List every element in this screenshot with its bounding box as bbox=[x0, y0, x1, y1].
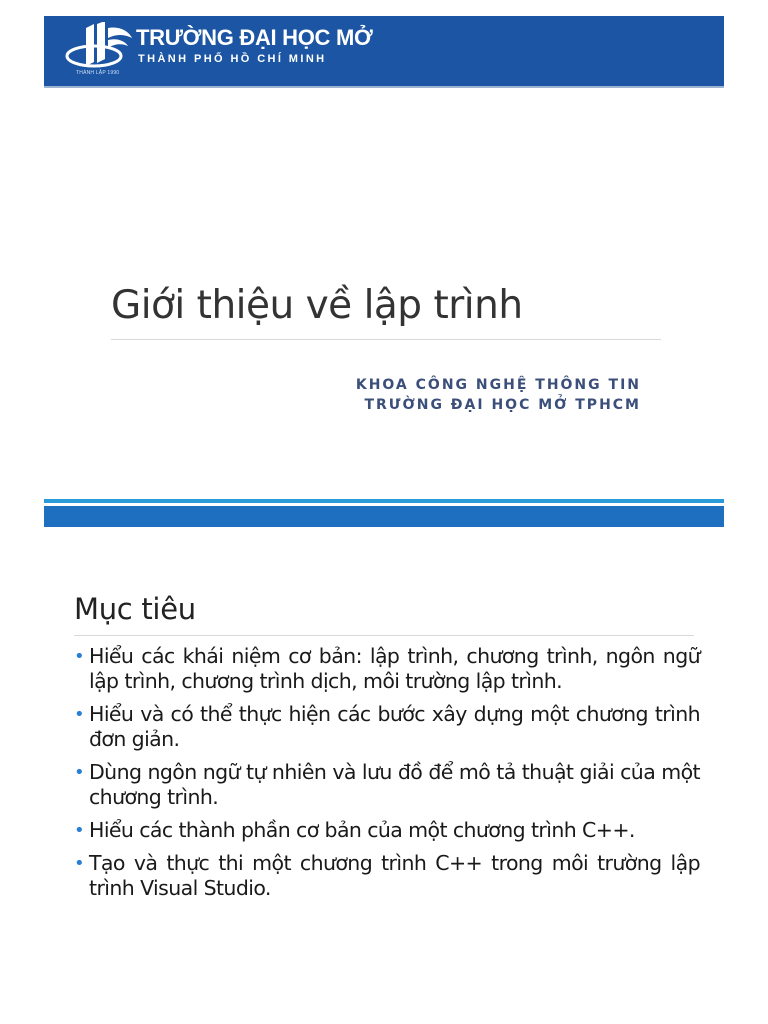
subtitle-block bbox=[356, 375, 641, 415]
established-label: THÀNH LẬP 1990 bbox=[76, 70, 120, 76]
objective-item: • Hiểu các thành phần cơ bản của một chương trình C++. bbox=[74, 818, 700, 843]
slide-title: Giới thiệu về lập trình bbox=[111, 283, 523, 328]
slide-separator-thin bbox=[44, 499, 724, 503]
banner-edge bbox=[44, 86, 724, 88]
objective-item: • Hiểu và có thể thực hiện các bước xây dựng một chương trình đơn giản. bbox=[74, 702, 700, 752]
header-banner bbox=[44, 16, 724, 87]
university-name: TRƯỜNG ĐẠI HỌC MỞ bbox=[136, 25, 373, 50]
objectives-list bbox=[74, 644, 700, 909]
university-city: THÀNH PHỐ HỒ CHÍ MINH bbox=[138, 53, 327, 65]
university-logo-icon bbox=[64, 22, 136, 74]
title-divider bbox=[111, 339, 661, 340]
objectives-heading: Mục tiêu bbox=[74, 592, 196, 626]
school-label: TRƯỜNG ĐẠI HỌC MỞ TPHCM bbox=[364, 397, 641, 413]
objective-item: • Hiểu các khái niệm cơ bản: lập trình, chương trình, ngôn ngữ lập trình, chương trình dịch, môi trường lập trình. bbox=[74, 644, 700, 694]
slide-separator-thick bbox=[44, 506, 724, 527]
objectives-divider bbox=[74, 635, 694, 636]
objective-item: • Tạo và thực thi một chương trình C++ trong môi trường lập trình Visual Studio. bbox=[74, 851, 700, 901]
objective-item: • Dùng ngôn ngữ tự nhiên và lưu đồ để mô tả thuật giải của một chương trình. bbox=[74, 760, 700, 810]
faculty-label: KHOA CÔNG NGHỆ THÔNG TIN bbox=[355, 377, 641, 393]
